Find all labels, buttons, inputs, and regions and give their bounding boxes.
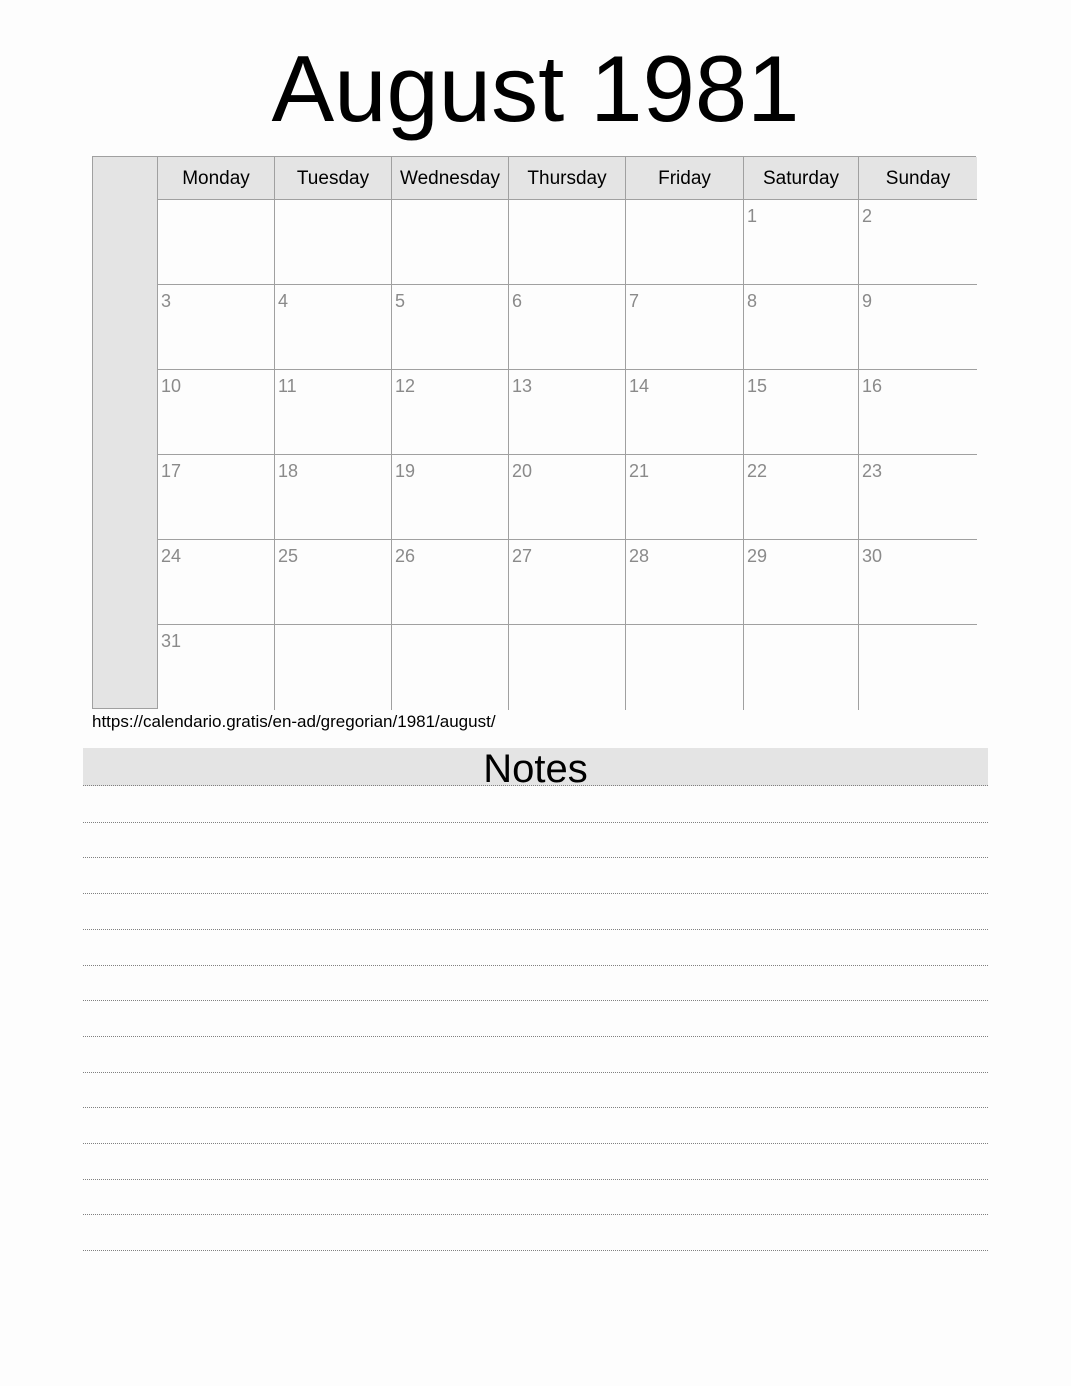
day-cell[interactable] [744, 455, 859, 540]
weekday-header-monday: Monday [158, 157, 275, 200]
notes-line [83, 1000, 988, 1001]
weekday-header-sunday: Sunday [859, 157, 977, 200]
weekday-header-tuesday: Tuesday [275, 157, 392, 200]
day-number: 29 [747, 546, 768, 566]
day-cell[interactable] [275, 455, 392, 540]
day-cell[interactable] [509, 200, 626, 285]
day-cell[interactable] [392, 200, 509, 285]
day-cell[interactable] [392, 625, 509, 710]
notes-line [83, 1072, 988, 1073]
day-number: 7 [629, 291, 640, 311]
day-cell[interactable] [626, 370, 744, 455]
day-number: 11 [278, 376, 297, 396]
day-cell[interactable] [509, 370, 626, 455]
day-number: 3 [161, 291, 172, 311]
day-cell[interactable] [509, 285, 626, 370]
day-number: 27 [512, 546, 533, 566]
day-number: 19 [395, 461, 416, 481]
day-cell[interactable] [158, 540, 275, 625]
day-cell[interactable] [509, 625, 626, 710]
day-cell[interactable] [626, 625, 744, 710]
day-cell[interactable] [859, 200, 977, 285]
day-cell[interactable] [158, 370, 275, 455]
day-cell[interactable] [158, 625, 275, 710]
day-cell[interactable] [744, 625, 859, 710]
notes-line [83, 893, 988, 894]
weekday-header-friday: Friday [626, 157, 744, 200]
weekday-header-thursday: Thursday [509, 157, 626, 200]
day-cell[interactable] [626, 540, 744, 625]
day-cell[interactable] [158, 285, 275, 370]
day-cell[interactable] [275, 285, 392, 370]
week-number-column [93, 157, 158, 708]
day-number: 14 [629, 376, 650, 396]
day-cell[interactable] [509, 455, 626, 540]
notes-header: Notes [83, 748, 988, 786]
day-number: 28 [629, 546, 650, 566]
day-number: 1 [747, 206, 758, 226]
calendar-grid [92, 156, 976, 709]
notes-line [83, 1143, 988, 1144]
page-title: August 1981 [271, 36, 800, 141]
day-cell[interactable] [392, 370, 509, 455]
day-cell[interactable] [275, 370, 392, 455]
notes-line [83, 929, 988, 930]
day-number: 4 [278, 291, 289, 311]
day-cell[interactable] [859, 625, 977, 710]
day-number: 18 [278, 461, 299, 481]
notes-line [83, 1107, 988, 1108]
day-number: 20 [512, 461, 533, 481]
day-number: 30 [862, 546, 883, 566]
day-cell[interactable] [744, 540, 859, 625]
day-number: 17 [161, 461, 182, 481]
notes-line [83, 1179, 988, 1180]
source-url[interactable]: https://calendario.gratis/en-ad/gregorian/1981/august/ [92, 712, 496, 731]
day-cell[interactable] [744, 200, 859, 285]
weekday-header-wednesday: Wednesday [392, 157, 509, 200]
notes-line [83, 1214, 988, 1215]
weekday-header-saturday: Saturday [744, 157, 859, 200]
day-number: 25 [278, 546, 299, 566]
day-number: 21 [629, 461, 650, 481]
notes-line [83, 1036, 988, 1037]
day-number: 2 [862, 206, 873, 226]
day-cell[interactable] [626, 455, 744, 540]
day-number: 5 [395, 291, 406, 311]
day-cell[interactable] [859, 285, 977, 370]
day-number: 24 [161, 546, 182, 566]
notes-line [83, 822, 988, 823]
day-number: 15 [747, 376, 768, 396]
day-cell[interactable] [744, 370, 859, 455]
day-cell[interactable] [392, 455, 509, 540]
day-cell[interactable] [626, 285, 744, 370]
day-number: 26 [395, 546, 416, 566]
day-cell[interactable] [158, 455, 275, 540]
day-cell[interactable] [744, 285, 859, 370]
day-number: 12 [395, 376, 416, 396]
day-cell[interactable] [275, 625, 392, 710]
day-number: 10 [161, 376, 182, 396]
day-number: 6 [512, 291, 523, 311]
day-cell[interactable] [859, 455, 977, 540]
notes-line [83, 857, 988, 858]
day-number: 8 [747, 291, 758, 311]
day-cell[interactable] [859, 370, 977, 455]
day-cell[interactable] [275, 200, 392, 285]
day-number: 31 [161, 631, 182, 651]
day-cell[interactable] [275, 540, 392, 625]
day-cell[interactable] [158, 200, 275, 285]
day-number: 16 [862, 376, 883, 396]
day-cell[interactable] [509, 540, 626, 625]
day-cell[interactable] [859, 540, 977, 625]
day-number: 13 [512, 376, 533, 396]
day-cell[interactable] [392, 540, 509, 625]
day-number: 9 [862, 291, 873, 311]
day-number: 23 [862, 461, 883, 481]
day-cell[interactable] [392, 285, 509, 370]
day-cell[interactable] [626, 200, 744, 285]
day-number: 22 [747, 461, 768, 481]
notes-line [83, 965, 988, 966]
notes-line [83, 1250, 988, 1251]
